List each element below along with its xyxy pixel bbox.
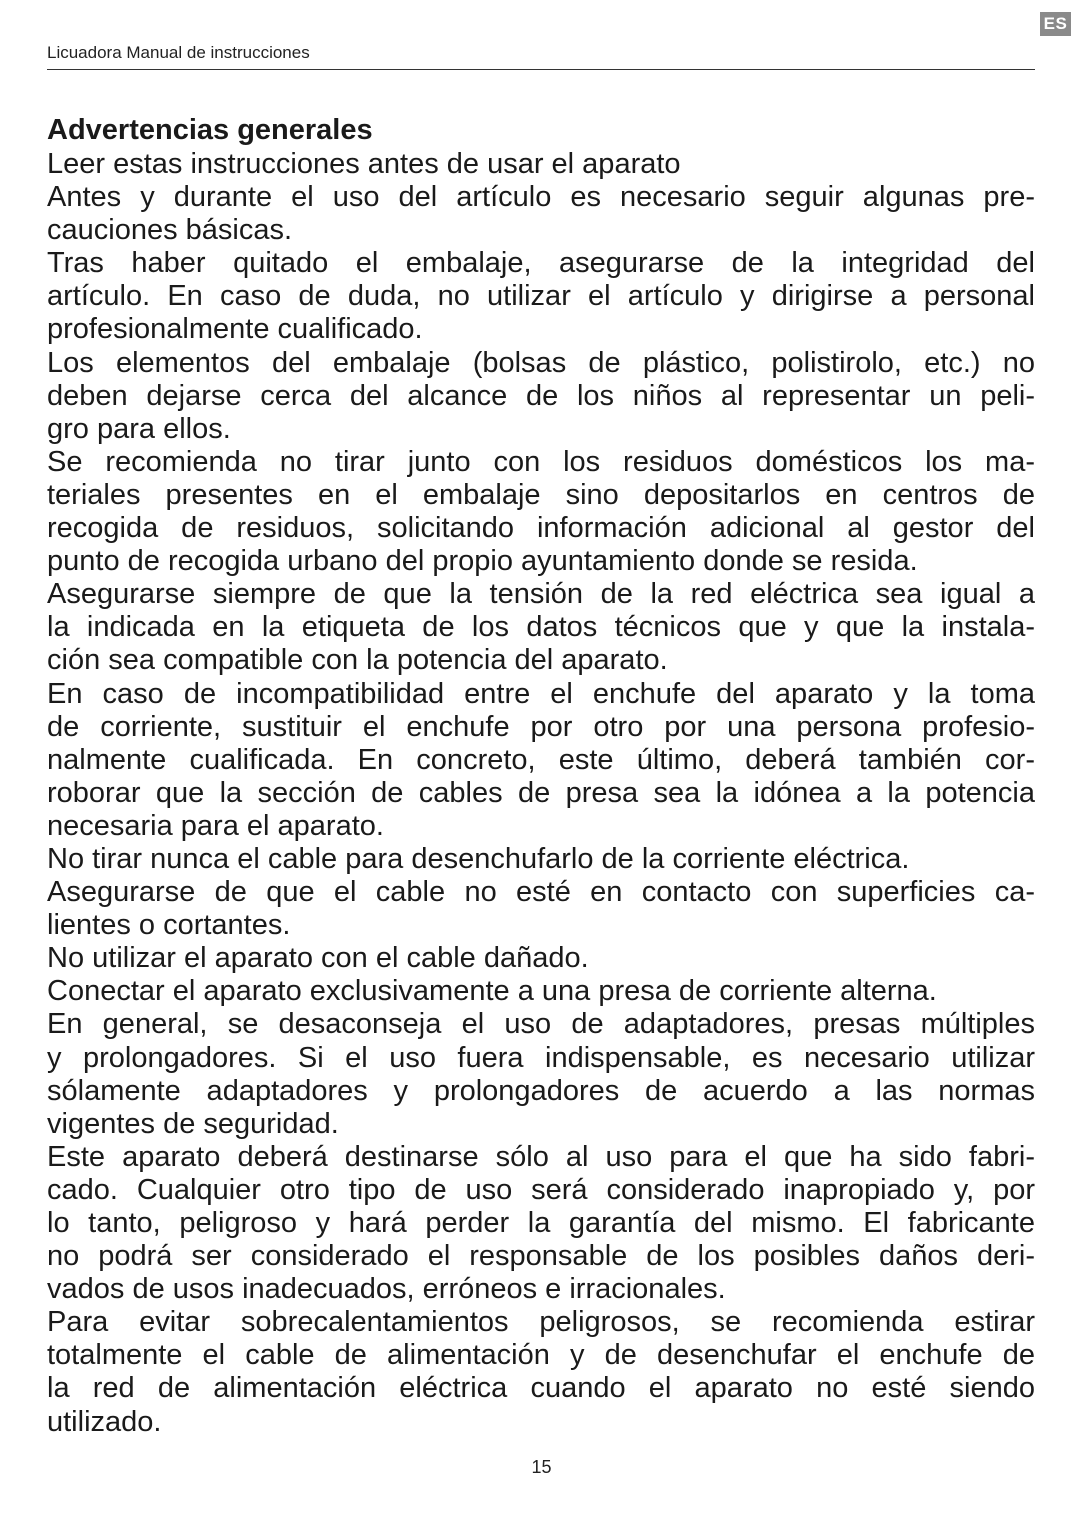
paragraph xyxy=(47,876,1047,942)
text-line: la red de alimentación eléctrica cuando el aparato no esté siendo xyxy=(47,1372,1035,1405)
paragraph-list xyxy=(47,148,1047,1439)
paragraph xyxy=(47,678,1047,843)
document-body xyxy=(47,112,1047,1439)
text-line: recogida de residuos, solicitando información adicional al gestor del xyxy=(47,512,1035,545)
paragraph xyxy=(47,843,1047,876)
text-line: de corriente, sustituir el enchufe por otro por una persona profesio- xyxy=(47,710,1035,743)
paragraph xyxy=(47,1008,1047,1140)
paragraph xyxy=(47,975,1047,1008)
text-line: vados de usos inadecuados, erróneos e irracionales. xyxy=(47,1273,726,1306)
text-line: profesionalmente cualificado. xyxy=(47,313,423,346)
text-line: lo tanto, peligroso y hará perder la garantía del mismo. El fabricante xyxy=(47,1207,1035,1239)
text-line: totalmente el cable de alimentación y de desenchufar el enchufe de xyxy=(47,1339,1035,1372)
text-line: la indicada en la etiqueta de los datos técnicos que y que la instala- xyxy=(47,611,1035,644)
text-line: Tras haber quitado el embalaje, asegurarse de la integridad del xyxy=(47,247,1035,280)
header-divider xyxy=(47,69,1035,70)
text-line: Leer estas instrucciones antes de usar el aparato xyxy=(47,148,681,180)
paragraph xyxy=(47,181,1047,247)
section-heading: Advertencias generales xyxy=(47,114,373,146)
text-line: cado. Cualquier otro tipo de uso será considerado inapropiado y, por xyxy=(47,1173,1035,1206)
text-line: lientes o cortantes. xyxy=(47,909,291,942)
text-line: necesaria para el aparato. xyxy=(47,809,384,842)
paragraph xyxy=(47,1141,1047,1306)
text-line: sólamente adaptadores y prolongadores de acuerdo a las normas xyxy=(47,1074,1035,1107)
text-line: artículo. En caso de duda, no utilizar el artículo y dirigirse a personal xyxy=(47,280,1035,313)
text-line: deben dejarse cerca del alcance de los niños al representar un peli- xyxy=(47,379,1035,412)
text-line: No tirar nunca el cable para desenchufarlo de la corriente eléctrica. xyxy=(47,842,910,875)
paragraph xyxy=(47,578,1047,677)
text-line: utilizado. xyxy=(47,1405,162,1438)
text-line: No utilizar el aparato con el cable dañado. xyxy=(47,942,589,975)
text-line: Los elementos del embalaje (bolsas de plástico, polistirolo, etc.) no xyxy=(47,346,1035,379)
document-header-title: Licuadora Manual de instrucciones xyxy=(47,43,310,62)
paragraph xyxy=(47,1306,1047,1438)
text-line: roborar que la sección de cables de presa sea la idónea a la potencia xyxy=(47,776,1035,809)
text-line: no podrá ser considerado el responsable de los posibles daños deri- xyxy=(47,1240,1035,1273)
paragraph xyxy=(47,942,1047,975)
text-line: Antes y durante el uso del artículo es necesario seguir algunas pre- xyxy=(47,181,1035,214)
paragraph xyxy=(47,347,1047,446)
paragraph xyxy=(47,148,1047,181)
paragraph xyxy=(47,247,1047,346)
page-number: 15 xyxy=(531,1457,552,1477)
text-line: Asegurarse siempre de que la tensión de la red eléctrica sea igual a xyxy=(47,578,1035,611)
text-line: nalmente cualificada. En concreto, este último, deberá también cor- xyxy=(47,743,1035,776)
text-line: vigentes de seguridad. xyxy=(47,1107,339,1140)
text-line: Para evitar sobrecalentamientos peligrosos, se recomienda estirar xyxy=(47,1306,1035,1339)
language-badge: ES xyxy=(1040,12,1071,36)
text-line: En caso de incompatibilidad entre el enchufe del aparato y la toma xyxy=(47,677,1035,710)
text-line: En general, se desaconseja el uso de adaptadores, presas múltiples xyxy=(47,1008,1035,1041)
text-line: Se recomienda no tirar junto con los residuos domésticos los ma- xyxy=(47,445,1035,478)
text-line: Conectar el aparato exclusivamente a una presa de corriente alterna. xyxy=(47,975,937,1008)
text-line: Este aparato deberá destinarse sólo al uso para el que ha sido fabri- xyxy=(47,1140,1035,1173)
text-line: ción sea compatible con la potencia del aparato. xyxy=(47,644,668,677)
text-line: cauciones básicas. xyxy=(47,214,293,247)
text-line: punto de recogida urbano del propio ayuntamiento donde se resida. xyxy=(47,545,918,578)
text-line: gro para ellos. xyxy=(47,412,231,445)
text-line: teriales presentes en el embalaje sino depositarlos en centros de xyxy=(47,478,1035,511)
paragraph xyxy=(47,446,1047,578)
text-line: Asegurarse de que el cable no esté en contacto con superficies ca- xyxy=(47,876,1035,909)
text-line: y prolongadores. Si el uso fuera indispensable, es necesario utilizar xyxy=(47,1041,1035,1074)
